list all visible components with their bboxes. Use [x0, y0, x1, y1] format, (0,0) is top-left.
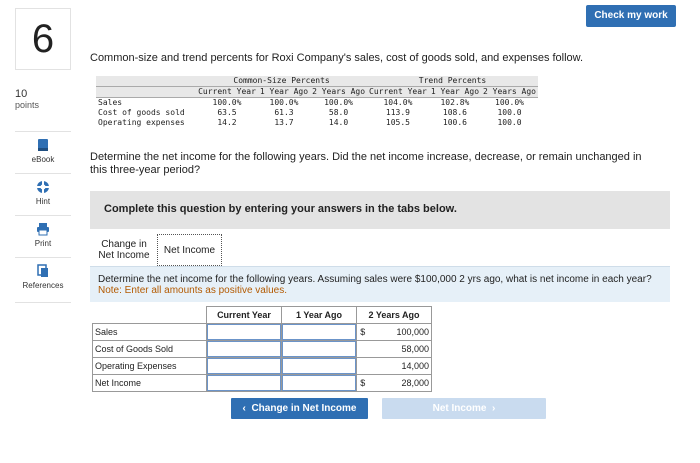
points-label: points [15, 100, 40, 110]
col-header-current-year: Current Year [207, 307, 282, 324]
tab-change-in-net-income[interactable]: Change in Net Income [93, 234, 155, 266]
currency-symbol [357, 358, 369, 375]
table-row [93, 375, 432, 392]
lifebuoy-icon [36, 180, 50, 194]
row-label: Net Income [93, 375, 207, 392]
next-tab-button[interactable] [382, 398, 546, 419]
currency-symbol: $ [357, 375, 369, 392]
currency-symbol: $ [357, 324, 369, 341]
net-income-grid [92, 306, 432, 392]
table-row: Operating expenses 14.2 13.7 14.0 105.5 100.6 100.0 [98, 118, 522, 127]
print-tool[interactable] [15, 215, 71, 255]
opex-1-year-ago-input[interactable] [282, 358, 356, 374]
instruction-bar: Complete this question by entering your answers in the tabs below. [90, 191, 670, 229]
row-label: Operating Expenses [93, 358, 207, 375]
print-label: Print [34, 239, 52, 248]
references-tool[interactable] [15, 257, 71, 303]
tab-net-income[interactable]: Net Income [157, 234, 222, 266]
currency-symbol [357, 341, 369, 358]
check-my-work-button[interactable]: Check my work [586, 5, 676, 27]
col-header-2-years-ago: 2 Years Ago [357, 307, 432, 324]
detail-text: Determine the net income for the following years. Assuming sales were $100,000 2 yrs ago, what is net income in each year? [98, 274, 652, 285]
col-header: 1 Year Ago [259, 87, 309, 96]
col-header: Current Year [369, 87, 427, 96]
opex-current-year-input[interactable] [207, 358, 281, 374]
net-income-2-years-ago-value: 28,000 [369, 375, 432, 392]
group-trend: Trend Percents [367, 76, 538, 87]
table-row [93, 324, 432, 341]
prev-tab-button[interactable] [231, 398, 368, 419]
chevron-right-icon: › [486, 403, 496, 414]
question-prompt: Determine the net income for the following years. Did the net income increase, decrease, or remain unchanged in this three-year period? [90, 151, 642, 176]
cogs-2-years-ago-value: 58,000 [369, 341, 432, 358]
documents-icon [36, 264, 50, 278]
sales-current-year-input[interactable] [207, 324, 281, 340]
book-icon [36, 138, 50, 152]
col-header-1-year-ago: 1 Year Ago [282, 307, 357, 324]
col-header: 2 Years Ago [312, 87, 366, 96]
ebook-tool[interactable] [15, 131, 71, 171]
col-header: Current Year [198, 87, 256, 96]
group-common-size: Common-Size Percents [196, 76, 367, 87]
question-intro: Common-size and trend percents for Roxi Company's sales, cost of goods sold, and expenses follow. [90, 52, 584, 64]
net-income-1-year-ago-input[interactable] [282, 375, 356, 391]
chevron-left-icon: ‹ [242, 403, 252, 414]
question-number: 6 [15, 8, 71, 70]
table-row: Cost of goods sold 63.5 61.3 58.0 113.9 108.6 100.0 [98, 108, 522, 117]
row-label: Cost of Goods Sold [93, 341, 207, 358]
row-label: Sales [93, 324, 207, 341]
references-label: References [22, 281, 64, 290]
detail-note: Note: Enter all amounts as positive values. [98, 285, 287, 296]
detail-panel [90, 266, 670, 302]
points-value: 10 [15, 88, 28, 100]
row-label: Cost of goods sold [98, 108, 185, 117]
next-tab-label: Net Income [432, 403, 487, 414]
hint-label: Hint [35, 197, 51, 206]
printer-icon [36, 222, 50, 236]
row-label: Operating expenses [98, 118, 185, 127]
table-row [93, 358, 432, 375]
opex-2-years-ago-value: 14,000 [369, 358, 432, 375]
table-row [93, 341, 432, 358]
cogs-current-year-input[interactable] [207, 341, 281, 357]
percent-summary-table [96, 76, 538, 128]
col-header: 1 Year Ago [430, 87, 480, 96]
cogs-1-year-ago-input[interactable] [282, 341, 356, 357]
net-income-current-year-input[interactable] [207, 375, 281, 391]
sales-1-year-ago-input[interactable] [282, 324, 356, 340]
row-label: Sales [98, 98, 123, 107]
table-row: Sales 100.0% 100.0% 100.0% 104.0% 102.8% 100.0% [98, 98, 524, 107]
hint-tool[interactable] [15, 173, 71, 213]
points-info [15, 89, 71, 111]
prev-tab-label: Change in Net Income [251, 403, 357, 414]
col-header: 2 Years Ago [483, 87, 536, 96]
ebook-label: eBook [31, 155, 55, 164]
sales-2-years-ago-value: 100,000 [369, 324, 432, 341]
